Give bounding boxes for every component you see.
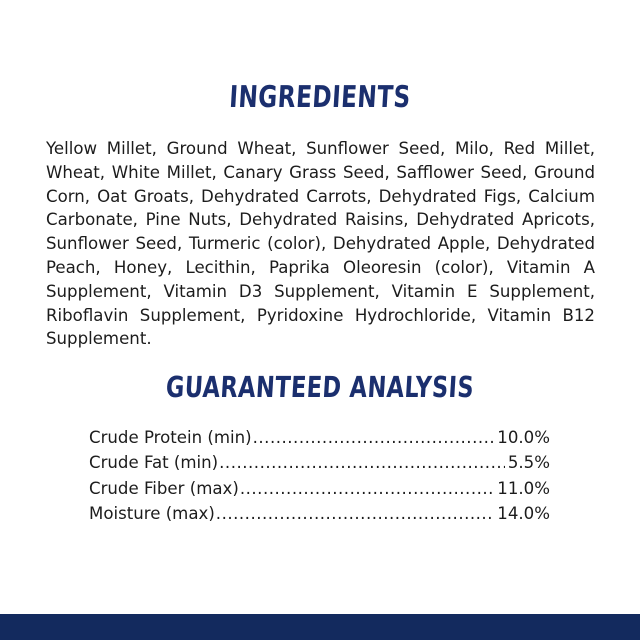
analysis-value: 11.0%	[497, 478, 550, 498]
guaranteed-analysis-table	[89, 428, 550, 529]
ingredients-list: Yellow Millet, Ground Wheat, Sunflower Seed, Milo, Red Millet, Wheat, White Millet, Canary Grass Seed, Safflower Seed, Ground Corn, Oat Groats, Dehydrated Carrots, Dehydrated Figs, Calcium Carbonate, Pine Nuts, Dehydrated Raisins, Dehydrated Apricots, Sunflower Seed, Turmeric (color), Dehydrated Apple, Dehydrated Peach, Honey, Lecithin, Paprika Oleoresin (color), Vitamin A Supplement, Vitamin D3 Supplement, Vitamin E Supplement, Riboflavin Supplement, Pyridoxine Hydrochloride, Vitamin B12 Supplement.	[46, 139, 595, 349]
analysis-value: 14.0%	[497, 503, 550, 523]
analysis-label: Crude Protein (min)	[89, 428, 252, 447]
dot-leader	[253, 428, 495, 447]
ingredients-heading: INGREDIENTS	[228, 80, 412, 115]
dot-leader	[216, 504, 494, 523]
analysis-value: 10.0%	[497, 428, 550, 447]
analysis-row-crude-protein	[89, 428, 550, 453]
analysis-label: Crude Fiber (max)	[89, 478, 239, 498]
dot-leader	[240, 479, 494, 498]
analysis-row-crude-fat	[89, 453, 550, 478]
analysis-label: Crude Fat (min)	[89, 453, 219, 473]
analysis-row-moisture	[89, 504, 550, 529]
analysis-value: 5.5%	[507, 453, 550, 473]
analysis-row-crude-fiber	[89, 479, 550, 504]
analysis-label: Moisture (max)	[89, 503, 215, 523]
guaranteed-analysis-heading: GUARANTEED ANALYSIS	[164, 370, 476, 404]
footer-bar	[0, 614, 640, 640]
dot-leader	[219, 453, 505, 472]
